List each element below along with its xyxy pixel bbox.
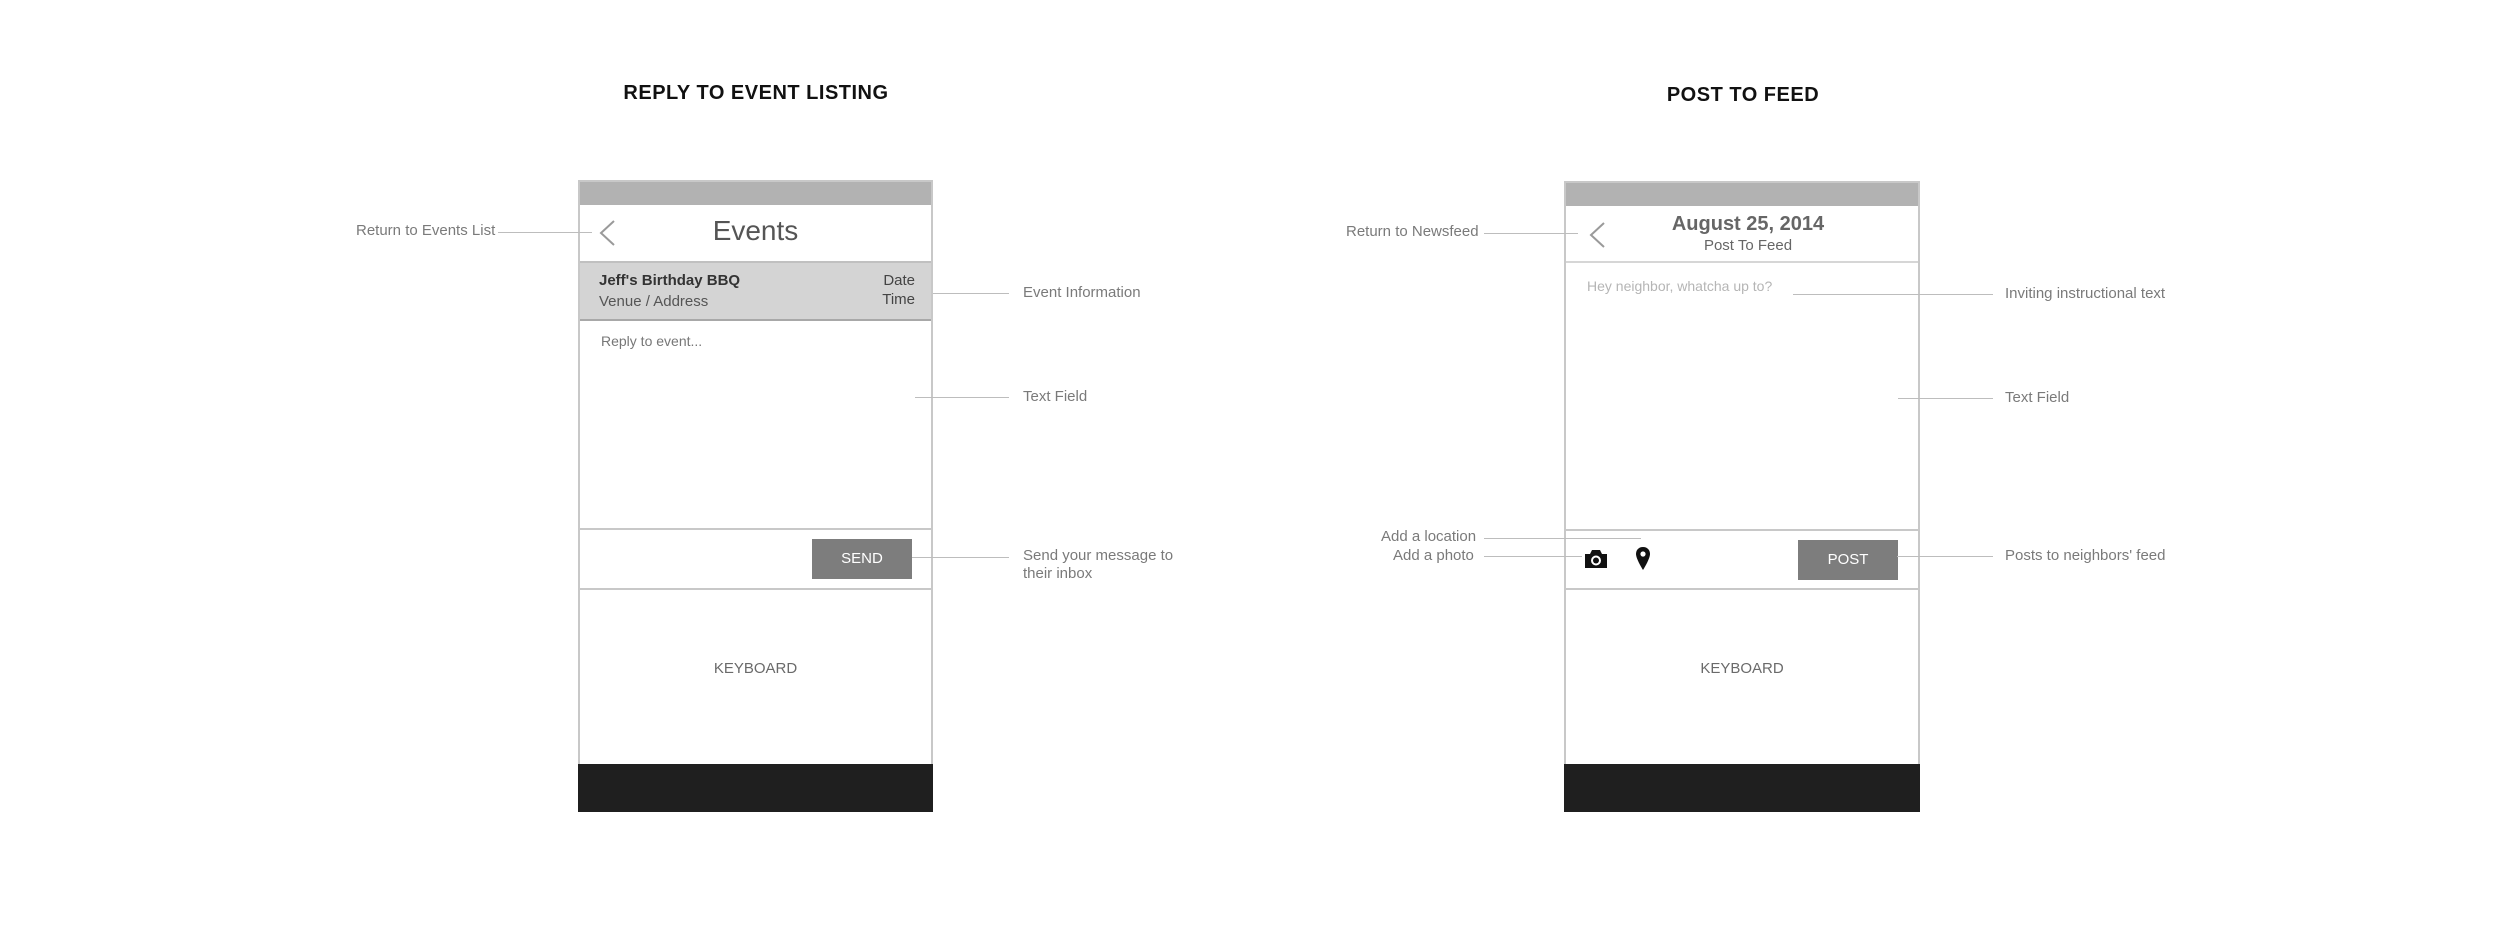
annotation-return-events: Return to Events List — [356, 222, 496, 239]
event-time: Time — [882, 291, 915, 308]
event-name: Jeff's Birthday BBQ — [599, 272, 741, 289]
leader-line — [498, 232, 592, 233]
event-date: Date — [883, 272, 915, 289]
send-button[interactable]: SEND — [812, 539, 912, 579]
event-info-band[interactable] — [580, 261, 931, 321]
divider — [580, 588, 931, 590]
annotation-send-line1: Send your message to — [1023, 547, 1174, 564]
keyboard-area[interactable]: KEYBOARD — [713, 660, 798, 677]
status-bar — [1566, 183, 1918, 206]
annotation-add-photo: Add a photo — [1393, 547, 1474, 564]
leader-line — [912, 557, 1009, 558]
leader-line — [1484, 556, 1582, 557]
leader-line — [933, 293, 1009, 294]
nav-date: August 25, 2014 — [1671, 213, 1825, 235]
nav-subtitle: Post To Feed — [1703, 237, 1793, 254]
annotation-add-location: Add a location — [1381, 528, 1477, 545]
divider — [580, 528, 931, 530]
leader-line — [1484, 233, 1578, 234]
leader-line — [915, 397, 1009, 398]
location-pin-icon[interactable] — [1635, 546, 1651, 572]
reply-placeholder: Reply to event... — [601, 333, 703, 349]
annotation-instructional-text: Inviting instructional text — [2005, 285, 2166, 302]
bottom-bar — [578, 764, 933, 812]
post-placeholder: Hey neighbor, whatcha up to? — [1587, 278, 1773, 294]
post-text-field[interactable] — [1566, 263, 1918, 529]
status-bar — [580, 182, 931, 205]
bottom-bar — [1564, 764, 1920, 812]
post-button[interactable]: POST — [1798, 540, 1898, 580]
leader-line — [1898, 398, 1993, 399]
annotation-text-field: Text Field — [1023, 388, 1088, 405]
post-feed-heading: POST TO FEED — [1666, 84, 1820, 106]
divider — [1566, 529, 1918, 531]
reply-event-heading: REPLY TO EVENT LISTING — [623, 82, 889, 104]
annotation-event-info: Event Information — [1023, 284, 1141, 301]
annotation-return-newsfeed: Return to Newsfeed — [1346, 223, 1479, 240]
reply-text-field[interactable] — [580, 319, 931, 528]
divider — [1566, 588, 1918, 590]
event-venue: Venue / Address — [599, 293, 709, 310]
leader-line — [1793, 294, 1993, 295]
annotation-posts: Posts to neighbors' feed — [2005, 547, 2166, 564]
post-feed-phone-frame — [1564, 181, 1920, 812]
nav-title: Events — [712, 215, 799, 246]
leader-line — [1897, 556, 1993, 557]
reply-event-phone-frame — [578, 180, 933, 812]
camera-icon[interactable] — [1583, 548, 1609, 570]
leader-line — [1484, 538, 1641, 539]
annotation-text-field: Text Field — [2005, 389, 2070, 406]
annotation-send-line2: their inbox — [1023, 565, 1093, 582]
keyboard-area[interactable]: KEYBOARD — [1700, 660, 1784, 677]
